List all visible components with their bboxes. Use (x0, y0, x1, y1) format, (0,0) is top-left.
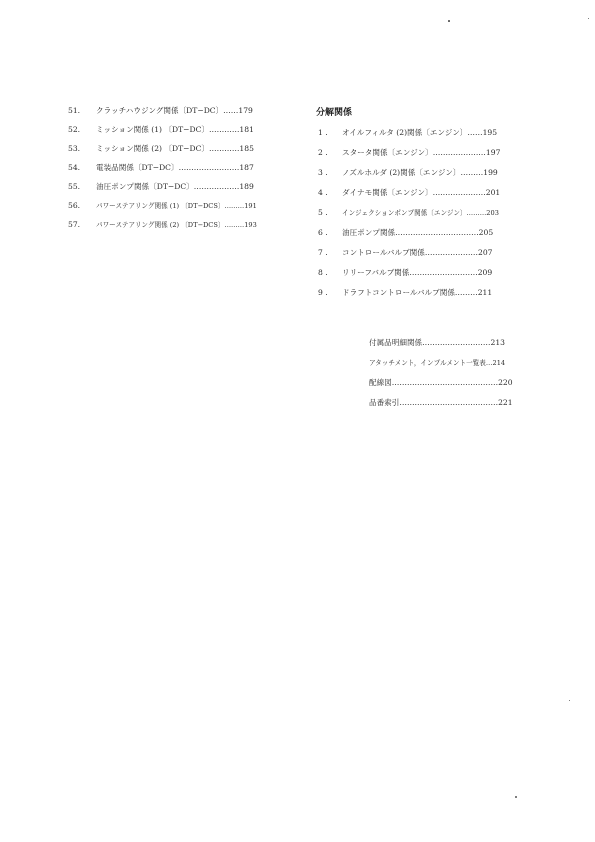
toc-entry-number: 3 . (318, 168, 328, 177)
toc-entry-7 (314, 246, 524, 260)
toc-entry-number: 6 . (318, 228, 328, 237)
appendix-entry-title: 付属品明細関係………………………213 (369, 338, 505, 347)
appendix-entry-title: 品番索引…………………………………221 (369, 398, 513, 407)
toc-entry-6 (314, 226, 524, 240)
toc-entry-number: 4 . (318, 188, 328, 197)
toc-entry-number: 55. (68, 182, 81, 191)
toc-entry-number: 54. (68, 163, 81, 172)
left-toc-column (68, 104, 290, 229)
scan-speck (588, 18, 589, 19)
toc-entry-title: クラッチハウジング関係〔DT−DC〕……179 (96, 106, 253, 115)
section-title: 分解関係 (316, 108, 353, 118)
toc-entry-title: インジェクションポンプ関係〔エンジン〕………203 (342, 209, 499, 217)
toc-entry-number: 51. (68, 106, 81, 115)
toc-entry-number: 8 . (318, 268, 328, 277)
toc-entry-number: 5 . (318, 208, 328, 217)
toc-entry-9 (314, 286, 524, 300)
toc-entry-title: コントロールバルブ関係…………………207 (342, 248, 493, 257)
toc-entry-title: ミッション関係 (2) 〔DT−DC〕…………185 (96, 144, 254, 153)
toc-entry-title: パワーステアリング関係 (1) 〔DT−DCS〕………191 (96, 202, 257, 210)
scan-speck (448, 20, 450, 22)
toc-entry-title: ダイナモ関係〔エンジン〕…………………201 (342, 188, 501, 197)
toc-entry-54 (68, 161, 290, 175)
toc-entry-number: 52. (68, 125, 81, 134)
toc-entry-55 (68, 180, 290, 194)
toc-entry-number: 9 . (318, 288, 328, 297)
toc-entry-57 (68, 218, 290, 232)
toc-entry-number: 2 . (318, 148, 328, 157)
scan-speck (569, 700, 570, 701)
toc-entry-title: リリーフバルブ関係………………………209 (342, 268, 493, 277)
toc-entry-2 (314, 146, 524, 160)
toc-entry-number: 56. (68, 201, 81, 210)
appendix-entry-title: 配線図……………………………………220 (369, 378, 513, 387)
toc-entry-5 (314, 206, 524, 220)
toc-entry-title: 油圧ポンプ関係〔DT−DC〕………………189 (96, 182, 254, 191)
toc-entry-title: パワーステアリング関係 (2) 〔DT−DCS〕………193 (96, 221, 257, 229)
toc-entry-1 (314, 126, 524, 140)
toc-entry-title: スタータ関係〔エンジン〕…………………197 (342, 148, 501, 157)
toc-entry-number: 53. (68, 144, 81, 153)
toc-entry-title: オイルフィルタ (2)関係〔エンジン〕……195 (342, 128, 498, 137)
appendix-entry (369, 336, 525, 350)
toc-entry-number: 57. (68, 220, 81, 229)
appendix-entry (369, 396, 525, 410)
toc-entry-56 (68, 199, 290, 213)
appendix-entry-title: アタッチメント，インプルメント一覧表…214 (369, 359, 506, 367)
toc-entry-53 (68, 142, 290, 156)
toc-entry-title: 電装品関係〔DT−DC〕……………………187 (96, 163, 254, 172)
toc-entry-number: 7 . (318, 248, 328, 257)
appendix-list (369, 336, 525, 416)
toc-entry-8 (314, 266, 524, 280)
toc-entry-51 (68, 104, 290, 118)
toc-entry-52 (68, 123, 290, 137)
toc-entry-title: ドラフトコントロールバルブ関係………211 (342, 288, 493, 297)
scan-speck (515, 796, 517, 798)
appendix-entry (369, 356, 525, 370)
toc-entry-title: ノズルホルダ (2)関係〔エンジン〕………199 (342, 168, 498, 177)
toc-entry-title: 油圧ポンプ関係……………………………205 (342, 228, 494, 237)
toc-entry-title: ミッション関係 (1) 〔DT−DC〕…………181 (96, 125, 254, 134)
toc-entry-number: 1 . (318, 128, 328, 137)
toc-entry-4 (314, 186, 524, 200)
toc-entry-3 (314, 166, 524, 180)
appendix-entry (369, 376, 525, 390)
